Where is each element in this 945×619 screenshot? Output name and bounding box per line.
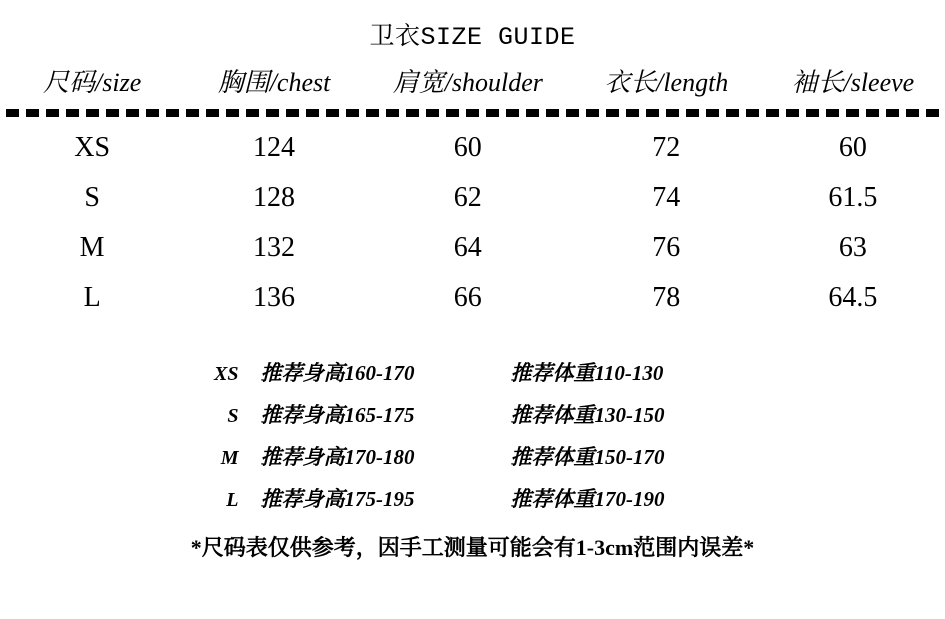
list-item <box>0 435 945 477</box>
size-guide-page <box>0 16 945 619</box>
cell-sleeve: 64.5 <box>828 282 878 313</box>
cell-chest: 128 <box>253 182 296 213</box>
cell-sleeve: 63 <box>838 232 867 263</box>
cell-shoulder: 60 <box>453 132 482 163</box>
footnote: *尺码表仅供参考，因手工测量可能会有1-3cm范围内误差* <box>190 535 755 560</box>
recommendation-weight: 推荐体重130-150 <box>510 403 665 427</box>
recommendation-weight: 推荐体重170-190 <box>510 487 665 511</box>
recommendation-size: L <box>226 489 239 511</box>
cell-chest: 132 <box>253 232 296 263</box>
cell-shoulder: 62 <box>453 182 482 213</box>
column-header-shoulder: 肩宽/shoulder <box>392 68 543 97</box>
recommendation-list <box>0 351 945 519</box>
table-header-row <box>0 58 945 109</box>
recommendation-weight: 推荐体重150-170 <box>510 445 665 469</box>
cell-size: S <box>84 182 100 213</box>
cell-sleeve: 60 <box>838 132 867 163</box>
list-item <box>0 393 945 435</box>
table-header <box>0 58 945 109</box>
page-title: 卫衣SIZE GUIDE <box>369 23 576 52</box>
column-header-size: 尺码/size <box>43 68 142 97</box>
cell-length: 78 <box>652 282 681 313</box>
recommendation-height: 推荐身高165-175 <box>260 403 415 427</box>
table-row <box>0 123 945 173</box>
cell-sleeve: 61.5 <box>828 182 878 213</box>
cell-length: 74 <box>652 182 681 213</box>
recommendation-height: 推荐身高175-195 <box>260 487 415 511</box>
recommendation-weight: 推荐体重110-130 <box>510 361 664 385</box>
size-table-body <box>0 123 945 323</box>
cell-chest: 136 <box>253 282 296 313</box>
cell-size: L <box>83 282 101 313</box>
list-item <box>0 351 945 393</box>
cell-chest: 124 <box>253 132 296 163</box>
recommendation-height: 推荐身高170-180 <box>260 445 415 469</box>
recommendation-size: XS <box>214 363 239 385</box>
table-row <box>0 223 945 273</box>
header-divider <box>6 109 939 117</box>
table-row <box>0 173 945 223</box>
cell-shoulder: 64 <box>453 232 482 263</box>
cell-size: XS <box>74 132 111 163</box>
recommendation-height: 推荐身高160-170 <box>260 361 415 385</box>
size-table <box>0 58 945 109</box>
column-header-sleeve: 袖长/sleeve <box>791 68 915 97</box>
cell-size: M <box>79 232 105 263</box>
cell-shoulder: 66 <box>453 282 482 313</box>
list-item <box>0 477 945 519</box>
column-header-chest: 胸围/chest <box>217 68 331 97</box>
column-header-length: 衣长/length <box>604 68 729 97</box>
recommendation-size: S <box>227 405 239 427</box>
cell-length: 72 <box>652 132 681 163</box>
recommendation-size: M <box>220 447 239 469</box>
cell-length: 76 <box>652 232 681 263</box>
table-row <box>0 273 945 323</box>
